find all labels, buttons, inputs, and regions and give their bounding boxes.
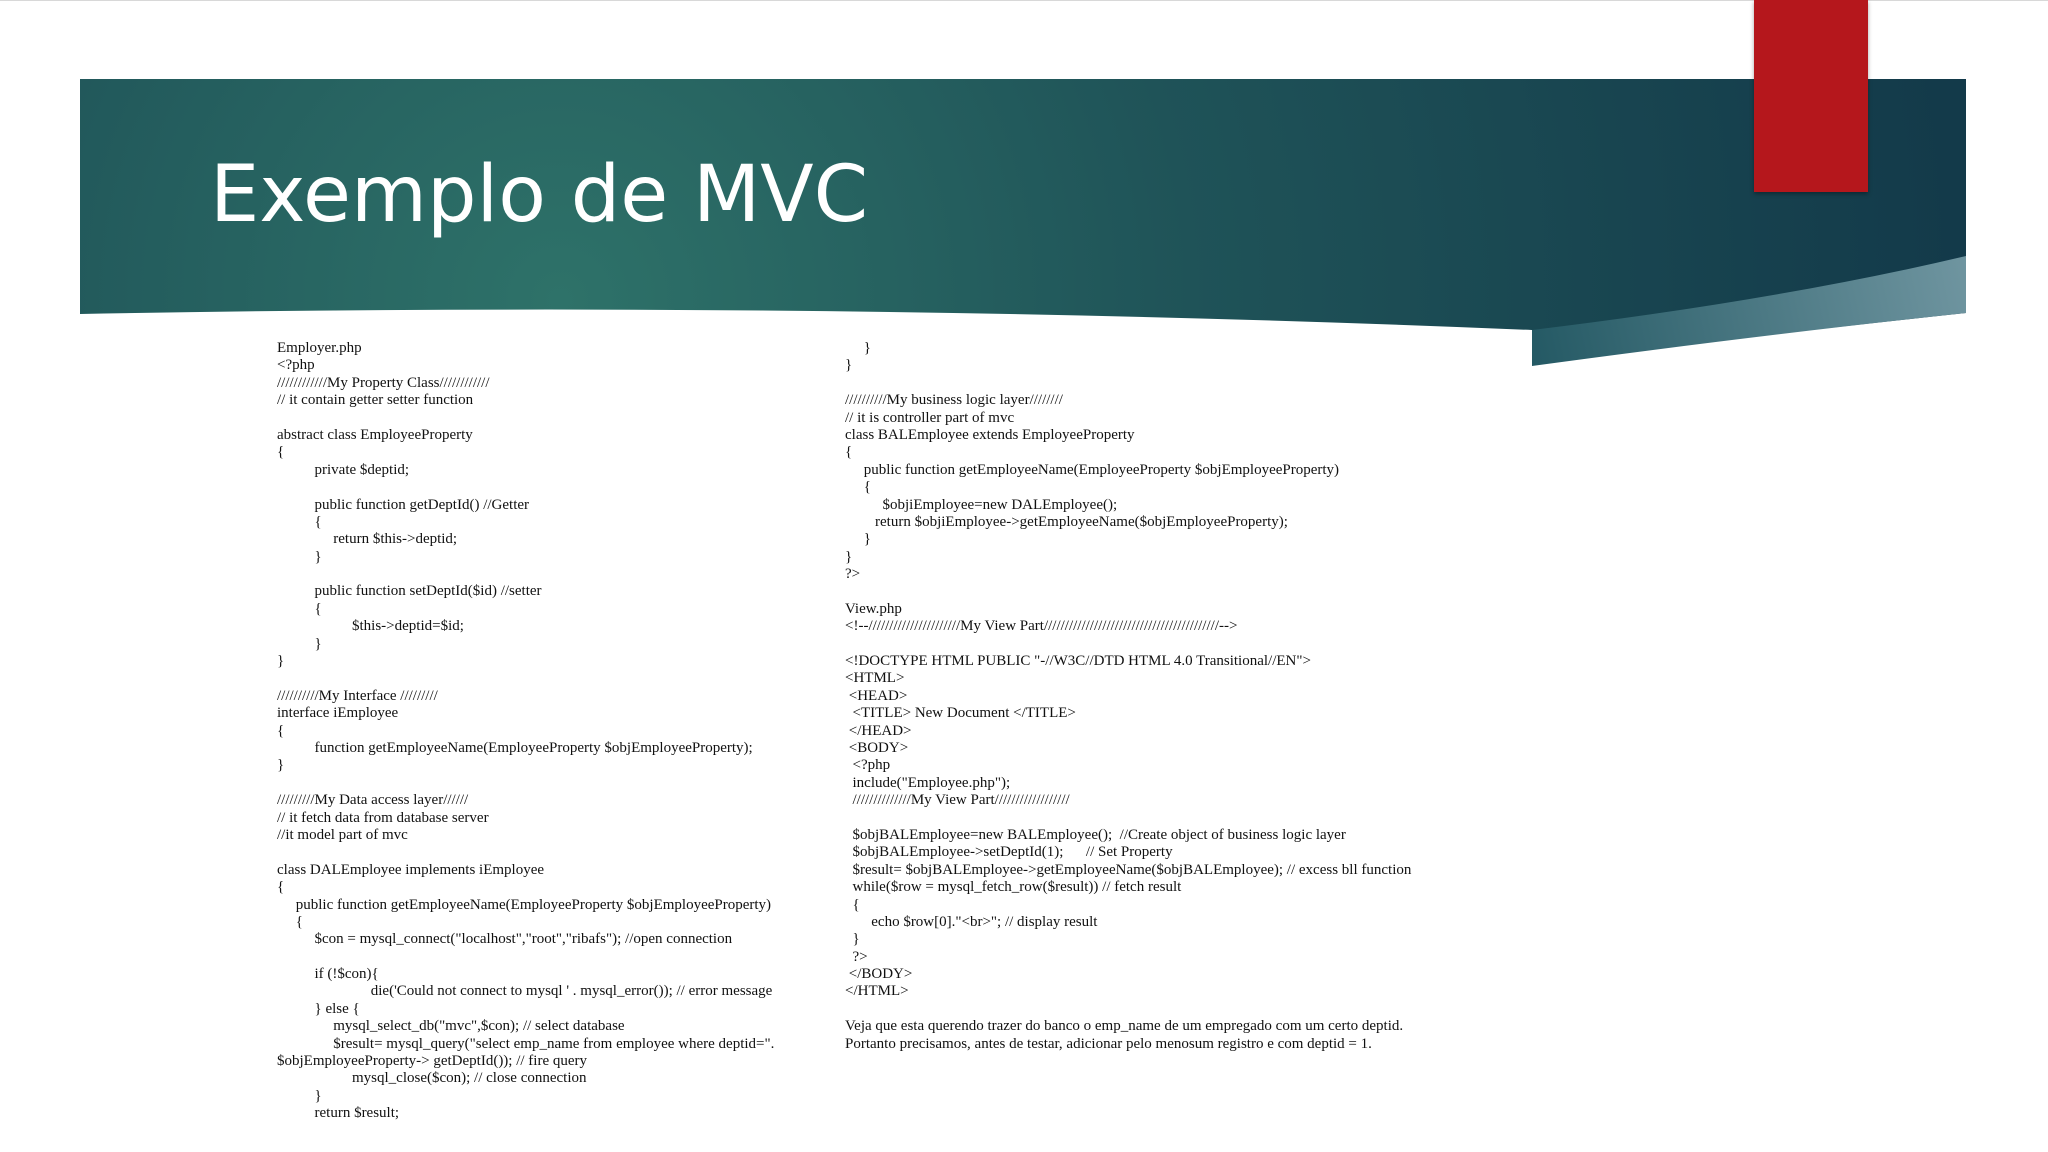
- code-line: $this->deptid=$id;: [277, 618, 464, 635]
- code-line: Portanto precisamos, antes de testar, adicionar pelo menosum registro e com deptid = 1.: [845, 1035, 1372, 1052]
- code-line: View.php: [845, 600, 902, 617]
- code-line: [277, 670, 837, 687]
- code-line: private $deptid;: [277, 461, 410, 478]
- code-line: Employer.php: [277, 340, 362, 356]
- code-line: <BODY>: [845, 739, 909, 756]
- code-line: return $objiEmployee->getEmployeeName($objEmployeeProperty);: [845, 513, 1288, 530]
- code-line: {: [277, 913, 303, 930]
- code-line: $objiEmployee=new DALEmployee();: [845, 496, 1118, 513]
- code-line: }: [845, 548, 853, 565]
- code-line: //////////My Interface /////////: [277, 687, 438, 704]
- code-line: // it fetch data from database server: [277, 809, 489, 826]
- code-line: Veja que esta querendo trazer do banco o emp_name de um empregado com um certo deptid.: [845, 1018, 1404, 1035]
- code-line: [845, 375, 1525, 392]
- code-line: public function getDeptId() //Getter: [277, 496, 530, 513]
- code-right-column: [845, 340, 1525, 1053]
- code-line: public function getEmployeeName(EmployeeProperty $objEmployeeProperty): [845, 461, 1340, 478]
- code-line: {: [277, 513, 322, 530]
- code-line: // it is controller part of mvc: [845, 409, 1015, 426]
- code-line: $objEmployeeProperty-> getDeptId()); // fire query: [277, 1053, 588, 1070]
- code-line: {: [277, 722, 285, 739]
- code-line: if (!$con){: [277, 966, 379, 983]
- code-line: ?>: [845, 566, 861, 583]
- code-line: public function setDeptId($id) //setter: [277, 583, 542, 600]
- code-line: </BODY>: [845, 966, 913, 983]
- code-line: }: [277, 548, 322, 565]
- code-line: $objBALEmployee->setDeptId(1); // Set Property: [845, 844, 1173, 861]
- code-line: /////////My Data access layer//////: [277, 792, 469, 809]
- code-line: function getEmployeeName(EmployeeProperty $objEmployeeProperty);: [277, 739, 753, 756]
- code-line: [845, 1001, 1525, 1018]
- code-line: $result= mysql_query("select emp_name from employee where deptid=".: [277, 1035, 775, 1052]
- code-line: abstract class EmployeeProperty: [277, 426, 473, 443]
- code-line: </HTML>: [845, 983, 909, 1000]
- code-line: echo $row[0]."<br>"; // display result: [845, 913, 1098, 930]
- code-line: [277, 566, 837, 583]
- accent-bookmark: [1754, 0, 1868, 192]
- code-line: }: [845, 931, 860, 948]
- code-line: {: [277, 879, 285, 896]
- code-line: <?php: [845, 757, 891, 774]
- code-line: <?php: [277, 357, 315, 374]
- code-line: // it contain getter setter function: [277, 392, 474, 409]
- code-line: [277, 844, 837, 861]
- code-line: //it model part of mvc: [277, 826, 408, 843]
- code-line: [845, 810, 1525, 827]
- code-line: public function getEmployeeName(EmployeeProperty $objEmployeeProperty): [277, 896, 772, 913]
- code-line: }: [277, 653, 285, 670]
- code-line: }: [277, 1087, 322, 1104]
- code-line: <HEAD>: [845, 687, 908, 704]
- code-line: interface iEmployee: [277, 705, 399, 722]
- code-line: </HEAD>: [845, 722, 912, 739]
- code-line: ?>: [845, 948, 868, 965]
- code-line: }: [845, 531, 871, 548]
- code-line: mysql_close($con); // close connection: [277, 1070, 587, 1087]
- code-line: return $this->deptid;: [277, 531, 458, 548]
- code-line: [277, 949, 837, 966]
- code-left-column: [277, 340, 837, 1123]
- code-line: return $result;: [277, 1105, 400, 1122]
- code-line: {: [845, 479, 871, 496]
- code-line: while($row = mysql_fetch_row($result)) // fetch result: [845, 879, 1182, 896]
- code-line: <HTML>: [845, 670, 905, 687]
- code-line: } else {: [277, 1000, 360, 1017]
- code-line: die('Could not connect to mysql ' . mysql_error()); // error message: [277, 983, 773, 1000]
- slide-title: Exemplo de MVC: [210, 150, 869, 240]
- code-line: mysql_select_db("mvc",$con); // select database: [277, 1018, 625, 1035]
- code-line: class BALEmployee extends EmployeeProperty: [845, 426, 1135, 443]
- code-line: }: [277, 757, 285, 774]
- code-line: //////////////My View Part//////////////////: [845, 792, 1070, 809]
- code-line: }: [845, 357, 853, 374]
- code-line: }: [277, 635, 322, 652]
- code-line: {: [277, 600, 322, 617]
- code-line: {: [845, 444, 853, 461]
- code-line: $objBALEmployee=new BALEmployee(); //Create object of business logic layer: [845, 826, 1346, 843]
- code-line: [277, 410, 837, 427]
- code-line: $result= $objBALEmployee->getEmployeeName($objBALEmployee); // excess bll function: [845, 861, 1412, 878]
- code-line: <!DOCTYPE HTML PUBLIC "-//W3C//DTD HTML 4.0 Transitional//EN">: [845, 653, 1311, 670]
- code-line: [277, 775, 837, 792]
- code-line: [845, 636, 1525, 653]
- code-line: }: [845, 340, 871, 356]
- code-line: {: [845, 896, 860, 913]
- code-line: include("Employee.php");: [845, 774, 1011, 791]
- code-line: [277, 479, 837, 496]
- code-screenshot: [264, 330, 1532, 1152]
- code-line: $con = mysql_connect("localhost","root","ribafs"); //open connection: [277, 931, 733, 948]
- code-line: <!--//////////////////////My View Part//////////////////////////////////////////-->: [845, 618, 1238, 635]
- code-line: [845, 583, 1525, 600]
- code-line: <TITLE> New Document </TITLE>: [845, 705, 1076, 722]
- code-line: class DALEmployee implements iEmployee: [277, 861, 545, 878]
- code-line: ////////////My Property Class////////////: [277, 374, 490, 391]
- code-line: //////////My business logic layer////////: [845, 392, 1063, 409]
- code-line: {: [277, 444, 285, 461]
